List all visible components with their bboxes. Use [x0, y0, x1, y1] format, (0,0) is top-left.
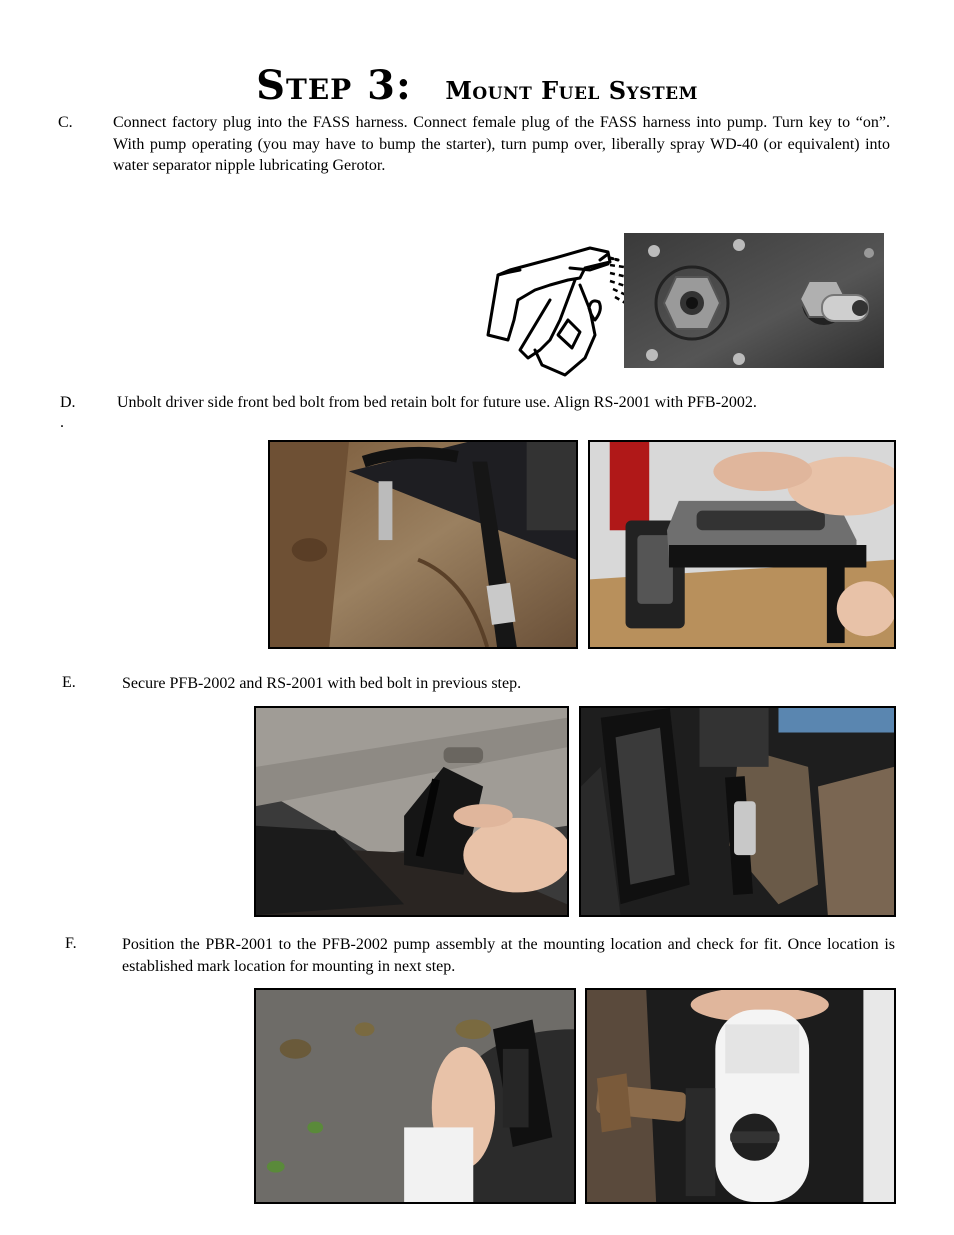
step-d-trailing-mark: . [60, 414, 64, 431]
step-d-letter: D. [60, 394, 76, 411]
step-f-text: Position the PBR-2001 to the PFB-2002 pump assembly at the mounting location and check for fit. Once location is established mark location for mounting in next step. [122, 936, 895, 975]
step-f-letter: F. [65, 935, 77, 952]
title-sub: Mount Fuel System [445, 76, 698, 105]
bed-bolt-secured-photo [579, 706, 896, 917]
step-d-text: Unbolt driver side front bed bolt from bed retain bolt for future use. Align RS-2001 with PFB-2002. [117, 394, 757, 411]
pump-nipple-photo [624, 233, 884, 368]
bed-bolt-photo [268, 440, 578, 649]
pump-position-photo [254, 988, 576, 1204]
step-e-text: Secure PFB-2002 and RS-2001 with bed bolt in previous step. [122, 675, 522, 692]
title-main: Step 3: [256, 62, 412, 109]
page-title [0, 62, 954, 109]
bracket-secured-photo [254, 706, 569, 917]
step-c-text: Connect factory plug into the FASS harness. Connect female plug of the FASS harness into pump. Turn key to “on”. With pump operating (you may have to bump the starter), turn pump over, liberally spray WD-40 (or equivalent) into water separator nipple lubricating Gerotor. [113, 114, 890, 174]
filter-mount-photo [585, 988, 896, 1204]
step-e-letter: E. [62, 674, 76, 691]
bracket-alignment-photo [588, 440, 896, 649]
step-c-letter: C. [58, 114, 73, 131]
